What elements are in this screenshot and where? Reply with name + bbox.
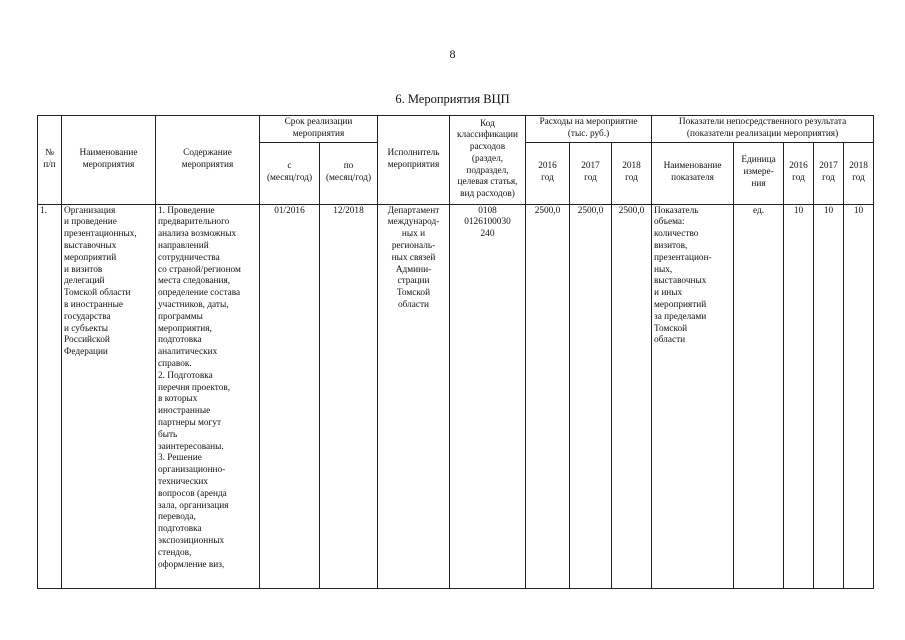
section-title: 6. Мероприятия ВЦП [395,92,510,106]
header-indicator-2016: 2016 год [784,142,814,204]
row-expenses-2017: 2500,0 [570,204,612,588]
row-activity-content: 1. Проведение предварительного анализа возможных направлений сотрудничества со страной/регионом места следования, определение состава участников, даты, программы мероприятия, подготовка аналитических справок. 2. Подготовка перечня проектов, в которых иностранные партнеры могут быть заинтересованы. 3. Решение организационно- технических вопросов (аренда зала, организация перевода, подготовка экспозиционных стендов, оформление виз, [156,204,260,588]
row-executor: Департамент международ- ных и региональ- ных связей Админи- страции Томской области [378,204,450,588]
header-indicator-2017: 2017 год [814,142,844,204]
header-indicators: Показатели непосредственного результата (показатели реализации мероприятия) [652,116,874,143]
table-row [38,204,874,588]
header-indicator-2018: 2018 год [844,142,874,204]
row-expenses-2018: 2500,0 [612,204,652,588]
row-indicator-2018: 10 [844,204,874,588]
header-number: № п/п [38,116,62,205]
header-period-from: с (месяц/год) [260,142,320,204]
activities-table [37,115,874,589]
header-expenses-2017: 2017 год [570,142,612,204]
header-expense-code: Код классификации расходов (раздел, подраздел, целевая статья, вид расходов) [450,116,526,205]
page-number: 8 [449,47,456,61]
row-indicator-2016: 10 [784,204,814,588]
header-executor: Исполнитель мероприятия [378,116,450,205]
header-expenses-2018: 2018 год [612,142,652,204]
header-indicator-unit: Единица измере- ния [734,142,784,204]
header-expenses: Расходы на мероприятие (тыс. руб.) [526,116,652,143]
row-number: 1. [38,204,62,588]
row-expense-code: 0108 0126100030 240 [450,204,526,588]
row-indicator-2017: 10 [814,204,844,588]
header-expenses-2016: 2016 год [526,142,570,204]
row-activity-name: Организация и проведение презентационных, выставочных мероприятий и визитов делегаций Томской области в иностранные государства и субъекты Российской Федерации [62,204,156,588]
row-indicator-name: Показатель объема: количество визитов, презентацион- ных, выставочных и иных мероприятий за пределами Томской области [652,204,734,588]
row-period-from: 01/2016 [260,204,320,588]
header-period-to: по (месяц/год) [320,142,378,204]
row-expenses-2016: 2500,0 [526,204,570,588]
header-activity-content: Содержание мероприятия [156,116,260,205]
row-period-to: 12/2018 [320,204,378,588]
header-period: Срок реализации мероприятия [260,116,378,143]
header-indicator-name: Наименование показателя [652,142,734,204]
row-indicator-unit: ед. [734,204,784,588]
header-activity-name: Наименование мероприятия [62,116,156,205]
